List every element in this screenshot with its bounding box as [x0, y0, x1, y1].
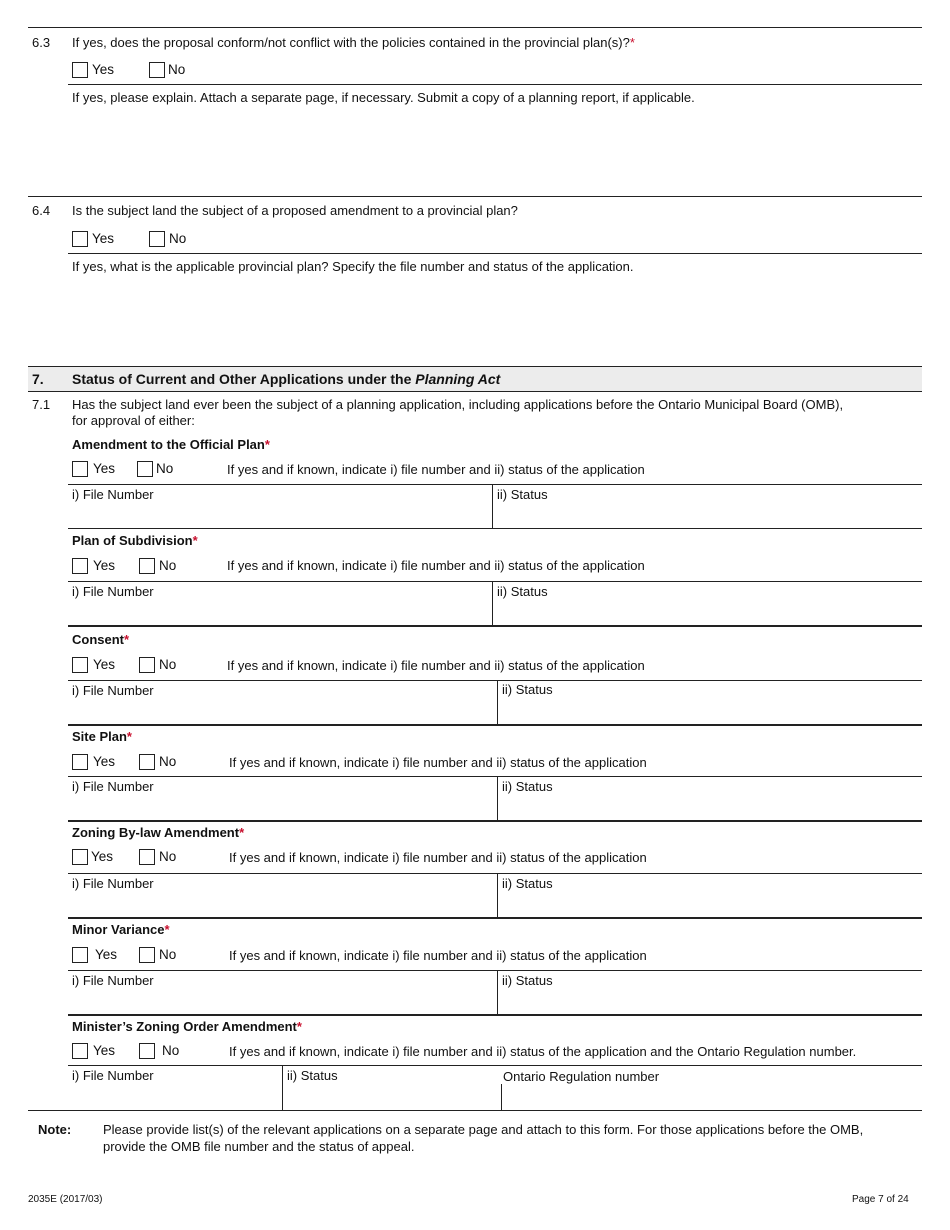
no-label: No [159, 947, 177, 962]
note-label: Note: [38, 1122, 72, 1137]
divider [68, 1014, 922, 1016]
divider [28, 196, 922, 197]
indicate-instructions: If yes and if known, indicate i) file number and ii) status of the application [227, 558, 645, 573]
note-line-2: provide the OMB file number and the status of appeal. [103, 1139, 415, 1154]
status-label: ii) Status [497, 487, 548, 502]
application-title: Minister’s Zoning Order Amendment* [72, 1019, 302, 1034]
file-number-label: i) File Number [72, 876, 154, 891]
file-number-label: i) File Number [72, 487, 154, 502]
yes-label: Yes [95, 947, 118, 962]
yes-label: Yes [91, 849, 114, 864]
subdivision-yes-checkbox[interactable] [72, 558, 88, 574]
no-label: No [159, 558, 177, 573]
status-label: ii) Status [502, 973, 553, 988]
status-label: ii) Status [502, 779, 553, 794]
indicate-instructions: If yes and if known, indicate i) file number and ii) status of the application [229, 850, 647, 865]
mzo-status-field[interactable] [283, 1066, 501, 1110]
mzo-no-checkbox[interactable] [139, 1043, 155, 1059]
divider [68, 84, 922, 85]
zoning-status-field[interactable] [498, 874, 922, 917]
q6-4-no-checkbox[interactable] [149, 231, 165, 247]
no-label: No [159, 754, 177, 769]
divider [68, 253, 922, 254]
consent-status-field[interactable] [498, 681, 922, 724]
consent-no-checkbox[interactable] [139, 657, 155, 673]
indicate-instructions: If yes and if known, indicate i) file number and ii) status of the application [229, 948, 647, 963]
q6-3-no-label: No [168, 62, 186, 77]
question-number: 6.3 [32, 35, 51, 50]
consent-yes-checkbox[interactable] [72, 657, 88, 673]
question-number: 6.4 [32, 203, 51, 218]
subdivision-status-field[interactable] [493, 582, 922, 625]
subdivision-no-checkbox[interactable] [139, 558, 155, 574]
status-label: ii) Status [287, 1068, 338, 1083]
file-number-label: i) File Number [72, 1068, 154, 1083]
application-title: Plan of Subdivision* [72, 533, 198, 548]
file-number-label: i) File Number [72, 779, 154, 794]
application-title: Consent* [72, 632, 130, 647]
application-title: Amendment to the Official Plan* [72, 437, 270, 452]
question-6-4-text: Is the subject land the subject of a proposed amendment to a provincial plan? [72, 203, 518, 218]
indicate-instructions: If yes and if known, indicate i) file number and ii) status of the application [227, 462, 645, 477]
divider [28, 27, 922, 28]
minor-variance-status-field[interactable] [498, 971, 922, 1014]
question-number: 7.1 [32, 397, 51, 412]
q6-3-no-checkbox[interactable] [149, 62, 165, 78]
mzo-file-number-field[interactable] [68, 1066, 282, 1110]
note-line-1: Please provide list(s) of the relevant applications on a separate page and attach to this form. For those applications before the OMB, [103, 1122, 864, 1137]
question-6-3-text: If yes, does the proposal conform/not conflict with the policies contained in the provincial plan(s)?* [72, 35, 635, 50]
no-label: No [159, 849, 177, 864]
divider [28, 1110, 922, 1111]
status-label: ii) Status [497, 584, 548, 599]
site-plan-file-number-field[interactable] [68, 777, 497, 820]
official-plan-status-field[interactable] [493, 485, 922, 528]
no-label: No [156, 461, 174, 476]
yes-label: Yes [93, 754, 116, 769]
q6-3-explain-field[interactable] [68, 108, 922, 194]
yes-label: Yes [93, 657, 116, 672]
status-label: ii) Status [502, 682, 553, 697]
divider [68, 820, 922, 822]
minor-variance-yes-checkbox[interactable] [72, 947, 88, 963]
mzo-yes-checkbox[interactable] [72, 1043, 88, 1059]
zoning-file-number-field[interactable] [68, 874, 497, 917]
no-label: No [162, 1043, 180, 1058]
consent-file-number-field[interactable] [68, 681, 497, 724]
site-plan-yes-checkbox[interactable] [72, 754, 88, 770]
divider [68, 625, 922, 627]
indicate-instructions: If yes and if known, indicate i) file number and ii) status of the application and the Ontario Regulation number. [229, 1044, 857, 1059]
subdivision-file-number-field[interactable] [68, 582, 492, 625]
yes-label: Yes [93, 1043, 116, 1058]
official-plan-file-number-field[interactable] [68, 485, 492, 528]
zoning-yes-checkbox[interactable] [72, 849, 88, 865]
minor-variance-no-checkbox[interactable] [139, 947, 155, 963]
q6-3-yes-label: Yes [92, 62, 115, 77]
site-plan-status-field[interactable] [498, 777, 922, 820]
yes-label: Yes [93, 461, 116, 476]
status-label: ii) Status [502, 876, 553, 891]
indicate-instructions: If yes and if known, indicate i) file number and ii) status of the application [229, 755, 647, 770]
zoning-no-checkbox[interactable] [139, 849, 155, 865]
divider [68, 528, 922, 529]
q6-3-explain-label: If yes, please explain. Attach a separate page, if necessary. Submit a copy of a planning report, if applicable. [72, 90, 695, 105]
application-title: Site Plan* [72, 729, 132, 744]
application-title: Zoning By-law Amendment* [72, 825, 245, 840]
q6-4-yes-checkbox[interactable] [72, 231, 88, 247]
section-number: 7. [32, 371, 44, 387]
minor-variance-file-number-field[interactable] [68, 971, 497, 1014]
official-plan-no-checkbox[interactable] [137, 461, 153, 477]
section-title: Status of Current and Other Applications under the Planning Act [72, 371, 501, 387]
divider [68, 917, 922, 919]
q6-3-yes-checkbox[interactable] [72, 62, 88, 78]
no-label: No [159, 657, 177, 672]
q6-4-explain-field[interactable] [68, 277, 922, 363]
regulation-number-label: Ontario Regulation number [503, 1069, 660, 1084]
question-7-1-line1: Has the subject land ever been the subject of a planning application, including applications before the Ontario Municipal Board (OMB), [72, 397, 844, 412]
divider [68, 724, 922, 726]
file-number-label: i) File Number [72, 584, 154, 599]
yes-label: Yes [93, 558, 116, 573]
file-number-label: i) File Number [72, 973, 154, 988]
application-title: Minor Variance* [72, 922, 170, 937]
indicate-instructions: If yes and if known, indicate i) file number and ii) status of the application [227, 658, 645, 673]
q6-4-yes-label: Yes [92, 231, 115, 246]
file-number-label: i) File Number [72, 683, 154, 698]
q6-4-no-label: No [169, 231, 187, 246]
site-plan-no-checkbox[interactable] [139, 754, 155, 770]
required-marker: * [629, 35, 635, 50]
official-plan-yes-checkbox[interactable] [72, 461, 88, 477]
page-number: Page 7 of 24 [852, 1194, 909, 1205]
mzo-regulation-number-field[interactable] [502, 1066, 922, 1110]
form-id: 2035E (2017/03) [28, 1194, 103, 1205]
q6-4-explain-label: If yes, what is the applicable provincial plan? Specify the file number and status of the application. [72, 259, 634, 274]
question-7-1-line2: for approval of either: [72, 413, 195, 428]
